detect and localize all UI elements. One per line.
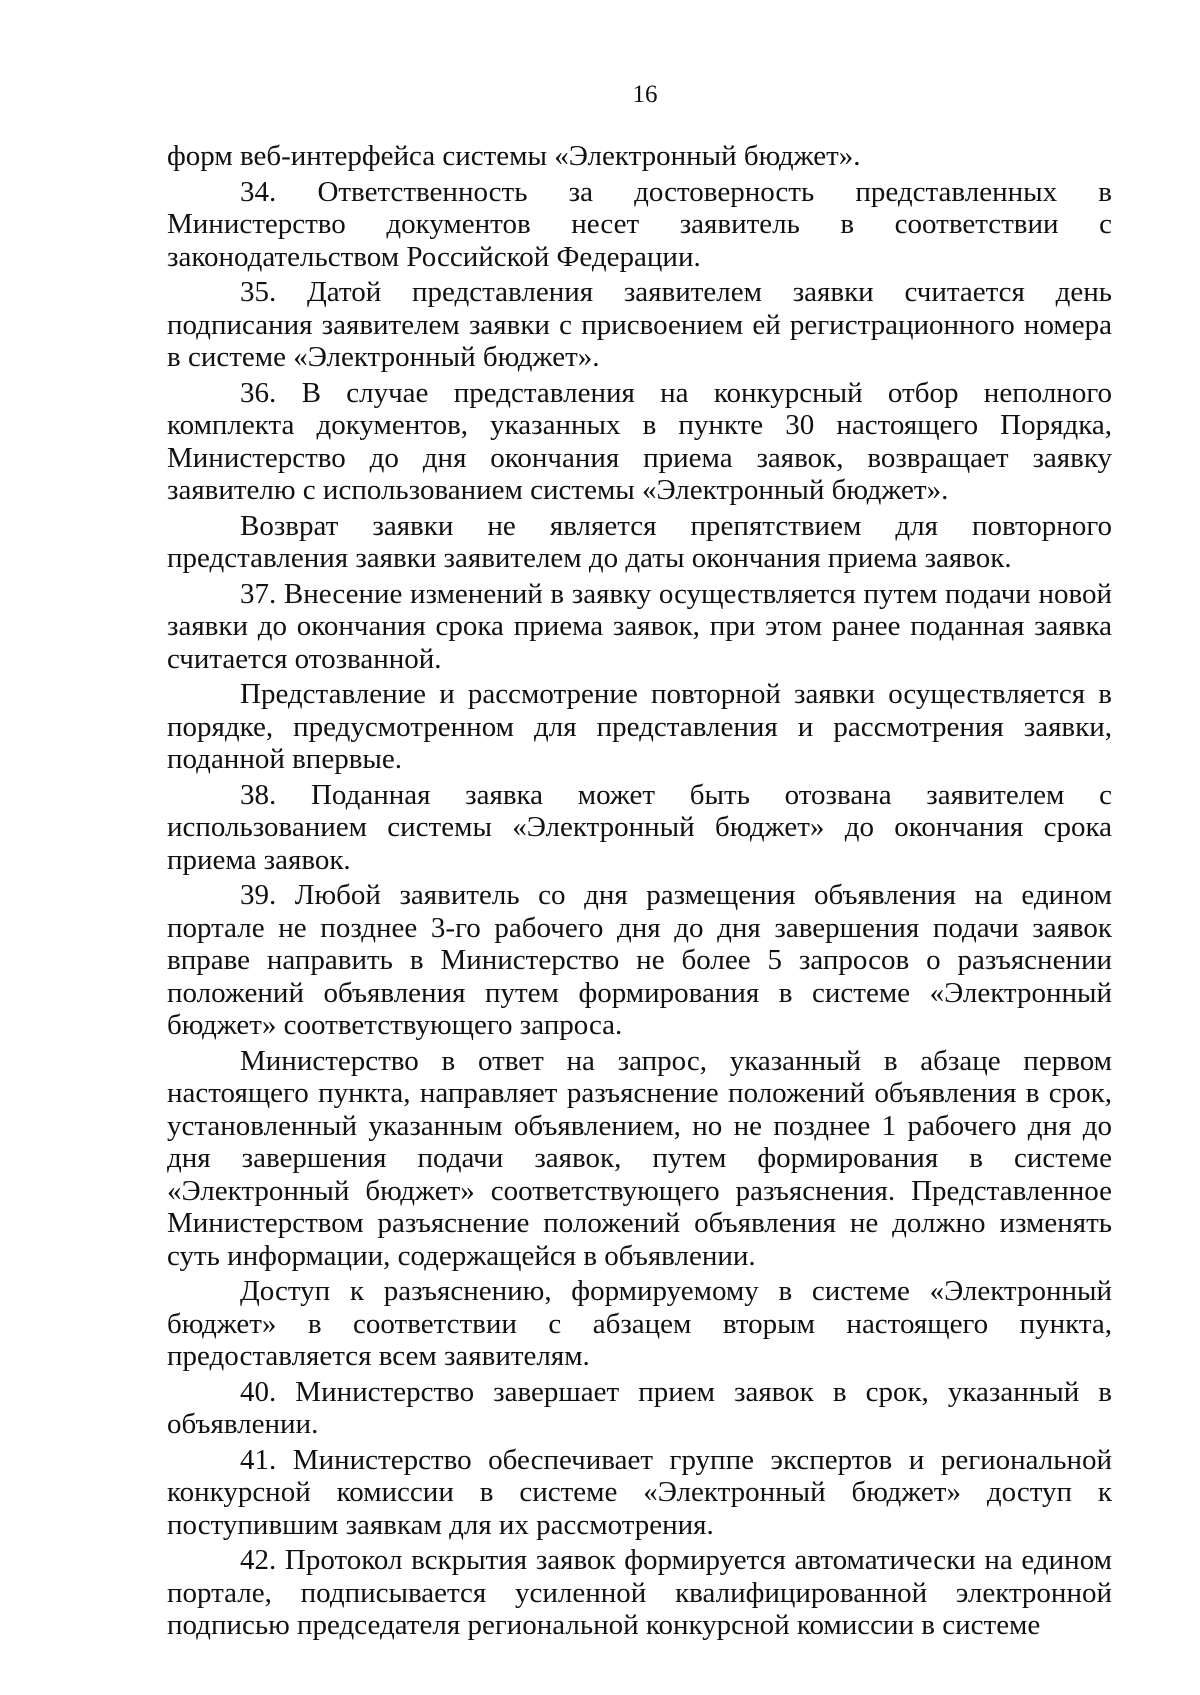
paragraph-36-return: Возврат заявки не является препятствием для повторного представления заявки заявителем до даты окончания приема заявок. — [167, 509, 1112, 574]
paragraph-35: 35. Датой представления заявителем заявки считается день подписания заявителем заявки с присвоением ей регистрационного номера в системе «Электронный бюджет». — [167, 276, 1112, 373]
paragraph-38: 38. Поданная заявка может быть отозвана заявителем с использованием системы «Электронный бюджет» до окончания срока приема заявок. — [167, 778, 1112, 876]
paragraph-continuation: форм веб-интерфейса системы «Электронный бюджет». — [167, 140, 861, 172]
paragraph-37: 37. Внесение изменений в заявку осуществляется путем подачи новой заявки до окончания срока приема заявок, при этом ранее поданная заявка считается отозванной. — [167, 577, 1112, 675]
paragraph-34: 34. Ответственность за достоверность представленных в Министерство документов несет заявитель в соответствии с законодательством Российской Федерации. — [167, 175, 1112, 273]
paragraph-39-response: Министерство в ответ на запрос, указанный в абзаце первом настоящего пункта, направляет разъяснение положений объявления в срок, установленный указанным объявлением, но не позднее 1 рабочего дня до дня завершения подачи заявок, путем формирования в системе «Электронный бюджет» соответствующего разъяснения. Представленное Министерством разъяснение положений объявления не должно изменять суть информации, содержащейся в объявлении. — [167, 1044, 1112, 1272]
paragraph-41: 41. Министерство обеспечивает группе экспертов и региональной конкурсной комиссии в системе «Электронный бюджет» доступ к поступившим заявкам для их рассмотрения. — [167, 1443, 1112, 1541]
paragraph-36: 36. В случае представления на конкурсный отбор неполного комплекта документов, указанных в пункте 30 настоящего Порядка, Министерство до дня окончания приема заявок, возвращает заявку заявителю с использованием системы «Электронный бюджет». — [167, 376, 1112, 506]
page-number: 16 — [632, 81, 658, 108]
paragraph-39-access: Доступ к разъяснению, формируемому в системе «Электронный бюджет» в соответствии с абзацем вторым настоящего пункта, предоставляется всем заявителям. — [167, 1275, 1112, 1372]
paragraph-42: 42. Протокол вскрытия заявок формируется автоматически на едином портале, подписывается усиленной квалифицированной электронной подписью председателя региональной конкурсной комиссии в системе — [167, 1544, 1112, 1641]
document-body — [167, 140, 1112, 1645]
paragraph-39: 39. Любой заявитель со дня размещения объявления на едином портале не позднее 3-го рабочего дня до дня завершения подачи заявок вправе направить в Министерство не более 5 запросов о разъяснении положений объявления путем формирования в системе «Электронный бюджет» соответствующего запроса. — [167, 879, 1112, 1041]
paragraph-40: 40. Министерство завершает прием заявок в срок, указанный в объявлении. — [167, 1375, 1112, 1440]
paragraph-37-review: Представление и рассмотрение повторной заявки осуществляется в порядке, предусмотренном для представления и рассмотрения заявки, поданной впервые. — [167, 678, 1112, 775]
